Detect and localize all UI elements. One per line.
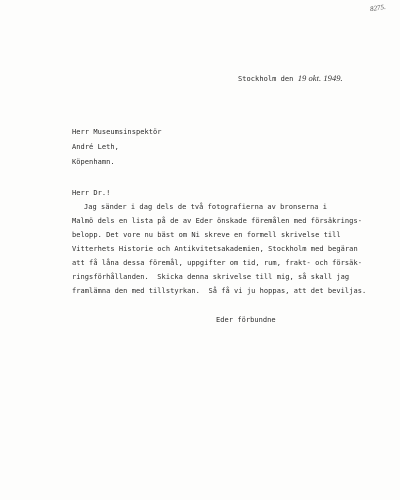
date-typed: Stockholm den — [238, 75, 294, 83]
body-line: att få låna dessa föremål, uppgifter om tid, rum, frakt- och försäk- — [72, 259, 362, 267]
dateline — [238, 74, 343, 84]
body-line: Vitterhets Historie och Antikvitetsakademien, Stockholm med begäran — [72, 245, 358, 253]
body-line: belopp. Det vore nu bäst om Ni skreve en formell skrivelse till — [72, 231, 341, 239]
body-line: ringsförhållanden. Skicka denna skrivelse till mig, så skall jag — [72, 273, 350, 281]
body-line: Malmö dels en lista på de av Eder önskade föremålen med försäkrings- — [72, 217, 362, 225]
date-handwritten: 19 okt. 1949. — [297, 73, 343, 83]
body-line: framlämna den med tillstyrkan. Så få vi ju hoppas, att det beviljas. — [72, 287, 367, 295]
closing: Eder förbundne — [216, 316, 276, 324]
salutation: Herr Dr.! — [72, 189, 111, 197]
recipient-title: Herr Museumsinspektör — [72, 128, 162, 136]
reference-mark: 8275. — [369, 2, 387, 14]
recipient-city: Köpenhamn. — [72, 158, 115, 166]
body-line: Jag sänder i dag dels de två fotografierna av bronserna i — [84, 203, 328, 211]
recipient-name: André Leth, — [72, 143, 119, 151]
